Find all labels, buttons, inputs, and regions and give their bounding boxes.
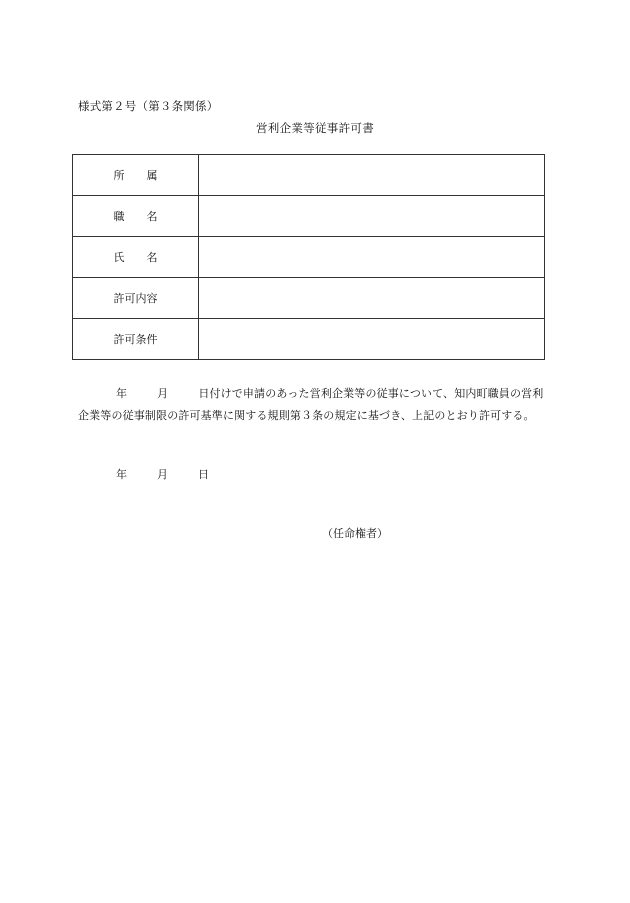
application-year-label: 年 bbox=[116, 387, 128, 400]
issue-year-label: 年 bbox=[116, 468, 127, 481]
name-label-cell bbox=[73, 237, 199, 278]
affiliation-label: 所 属 bbox=[113, 169, 158, 182]
job-title-value-cell bbox=[199, 196, 545, 237]
name-value-cell bbox=[199, 237, 545, 278]
issue-day-label: 日 bbox=[198, 468, 209, 481]
permit-content-value bbox=[199, 292, 207, 305]
permit-conditions-label-cell bbox=[73, 319, 199, 360]
name-label: 氏 名 bbox=[113, 251, 158, 264]
affiliation-value-cell bbox=[199, 155, 545, 196]
table-row-permit-conditions bbox=[73, 319, 545, 360]
document-title: 営利企業等従事許可書 bbox=[256, 121, 374, 135]
permit-table bbox=[72, 154, 545, 360]
table-row-job-title bbox=[73, 196, 545, 237]
job-title-value bbox=[199, 210, 207, 223]
permit-content-label-cell bbox=[73, 278, 199, 319]
body-text-line-2: 企業等の従事制限の許可基準に関する規則第３条の規定に基づき、上記のとおり許可する。 bbox=[78, 409, 535, 422]
affiliation-label-cell bbox=[73, 155, 199, 196]
issue-date-line bbox=[116, 466, 209, 482]
table-row-permit-content bbox=[73, 278, 545, 319]
affiliation-value bbox=[199, 169, 207, 182]
form-number: 様式第２号（第３条関係） bbox=[78, 99, 219, 113]
appointing-authority: （任命権者） bbox=[322, 527, 388, 540]
permit-conditions-value bbox=[199, 333, 207, 346]
table-row-name bbox=[73, 237, 545, 278]
table-row-affiliation bbox=[73, 155, 545, 196]
issue-month-label: 月 bbox=[157, 468, 168, 481]
name-value bbox=[199, 251, 207, 264]
job-title-label-cell bbox=[73, 196, 199, 237]
permit-content-value-cell bbox=[199, 278, 545, 319]
body-text-line-1 bbox=[116, 385, 543, 401]
job-title-label: 職 名 bbox=[113, 210, 158, 223]
permit-conditions-value-cell bbox=[199, 319, 545, 360]
application-month-label: 月 bbox=[157, 387, 169, 400]
permit-conditions-label: 許可条件 bbox=[113, 333, 158, 346]
permit-content-label: 許可内容 bbox=[113, 292, 158, 305]
body-text-line-1-rest: 日付けで申請のあった営利企業等の従事について、知内町職員の営利 bbox=[198, 387, 544, 400]
